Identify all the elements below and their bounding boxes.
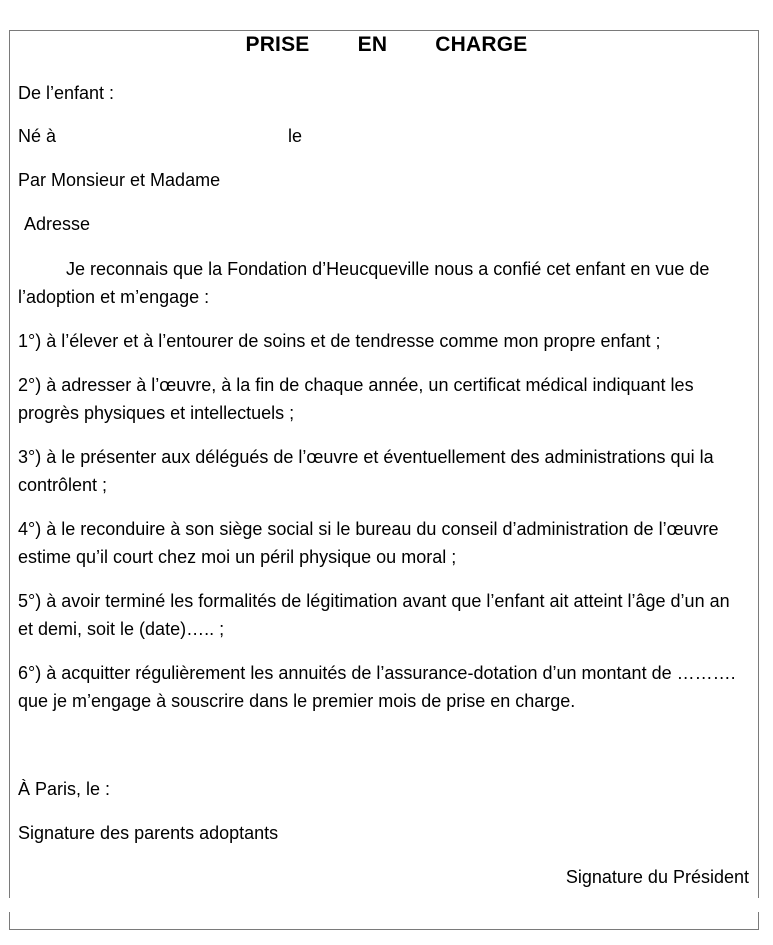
engagement-item-4: 4°) à le reconduire à son siège social si le bureau du conseil d’administration de l’œuvre estime qu’il court chez moi un péril physique ou moral ; [18,519,719,567]
signature-parents-label: Signature des parents adoptants [18,823,279,843]
ne-a-label: Né à [18,126,57,146]
engagement-item-5: 5°) à avoir terminé les formalités de légitimation avant que l’enfant ait atteint l’âge d’un an et demi, soit le (date)….. ; [18,591,730,639]
ne-le-label: le [288,126,303,146]
engagement-item-2: 2°) à adresser à l’œuvre, à la fin de chaque année, un certificat médical indiquant les progrès physiques et intellectuels ; [18,375,694,423]
a-paris-line: À Paris, le : [18,779,111,799]
document-title: PRISE EN CHARGE [245,33,528,56]
intro-paragraph: Je reconnais que la Fondation d’Heucqueville nous a confié cet enfant en vue de l’adoption et m’engage : [18,259,710,307]
par-parents-line: Par Monsieur et Madame [18,170,221,190]
adresse-line: Adresse [24,214,91,234]
frame-gap-right [757,898,760,912]
de-enfant-line: De l’enfant : [18,83,115,103]
engagement-item-3: 3°) à le présenter aux délégués de l’œuvre et éventuellement des administrations qui la contrôlent ; [18,447,714,495]
frame-gap-left [8,898,11,912]
signature-president-label: Signature du Président [565,867,749,887]
engagement-item-6: 6°) à acquitter régulièrement les annuités de l’assurance-dotation d’un montant de ………. que je m’engage à souscrire dans le premier mois de prise en charge. [18,663,736,711]
engagement-item-1: 1°) à l’élever et à l’entourer de soins et de tendresse comme mon propre enfant ; [18,331,661,351]
